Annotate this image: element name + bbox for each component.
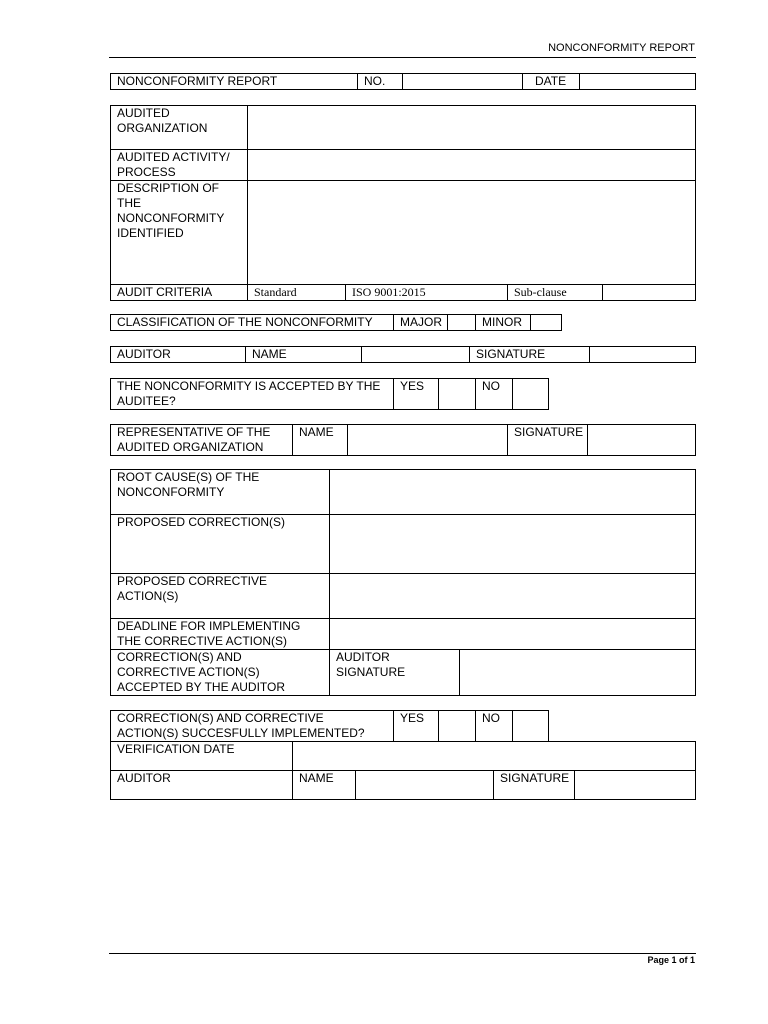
- implementation-yes-checkbox[interactable]: [439, 711, 476, 742]
- verification-signature-field[interactable]: [575, 771, 696, 800]
- proposed-corrective-action-field[interactable]: [330, 574, 696, 619]
- auditor-signature-field-2[interactable]: [460, 650, 696, 696]
- auditor-label: AUDITOR: [111, 347, 246, 363]
- major-checkbox[interactable]: [448, 315, 476, 331]
- verification-date-field[interactable]: [293, 742, 696, 771]
- representative-signature-field[interactable]: [588, 425, 696, 456]
- header-rule: [109, 57, 696, 58]
- audited-organization-field[interactable]: [248, 106, 696, 150]
- proposed-corrective-action-label: PROPOSED CORRECTIVE ACTION(S): [111, 574, 330, 619]
- representative-name-field[interactable]: [348, 425, 508, 456]
- date-field[interactable]: [580, 74, 696, 90]
- audit-info-table: [110, 105, 696, 301]
- report-header-table: [110, 73, 696, 90]
- audited-activity-field[interactable]: [248, 150, 696, 181]
- header-title: NONCONFORMITY REPORT: [548, 42, 695, 54]
- implementation-yes-label: YES: [394, 711, 439, 742]
- auditor-table: [110, 346, 696, 363]
- no-field[interactable]: [403, 74, 523, 90]
- verification-name-label: NAME: [293, 771, 356, 800]
- no-label: NO.: [358, 74, 403, 90]
- verification-signature-label: SIGNATURE: [494, 771, 575, 800]
- auditor-name-field[interactable]: [362, 347, 470, 363]
- classification-label: CLASSIFICATION OF THE NONCONFORMITY: [111, 315, 394, 331]
- major-label: MAJOR: [394, 315, 448, 331]
- audit-criteria-label: AUDIT CRITERIA: [111, 285, 248, 301]
- accepted-by-auditor-label: CORRECTION(S) AND CORRECTIVE ACTION(S) ACCEPTED BY THE AUDITOR: [111, 650, 330, 696]
- acceptance-yes-checkbox[interactable]: [439, 379, 476, 410]
- classification-table: [110, 314, 562, 331]
- root-cause-field[interactable]: [330, 470, 696, 515]
- verification-date-label: VERIFICATION DATE: [111, 742, 293, 771]
- audited-activity-label: AUDITED ACTIVITY/ PROCESS: [111, 150, 248, 181]
- acceptance-table: [110, 378, 549, 410]
- deadline-field[interactable]: [330, 619, 696, 650]
- date-label: DATE: [523, 74, 580, 90]
- auditor-signature-label: SIGNATURE: [470, 347, 590, 363]
- proposed-correction-label: PROPOSED CORRECTION(S): [111, 515, 330, 574]
- acceptance-label: THE NONCONFORMITY IS ACCEPTED BY THE AUDITEE?: [111, 379, 394, 410]
- representative-signature-label: SIGNATURE: [508, 425, 588, 456]
- implementation-no-checkbox[interactable]: [513, 711, 549, 742]
- acceptance-no-checkbox[interactable]: [513, 379, 549, 410]
- description-label: DESCRIPTION OF THE NONCONFORMITY IDENTIFIED: [111, 181, 248, 285]
- root-cause-label: ROOT CAUSE(S) OF THE NONCONFORMITY: [111, 470, 330, 515]
- report-title-cell: NONCONFORMITY REPORT: [111, 74, 358, 90]
- audited-organization-label: AUDITED ORGANIZATION: [111, 106, 248, 150]
- auditor-signature-field[interactable]: [590, 347, 696, 363]
- standard-value: ISO 9001:2015: [346, 285, 508, 301]
- corrective-actions-table: [110, 469, 696, 696]
- verification-table: [110, 741, 696, 800]
- deadline-label: DEADLINE FOR IMPLEMENTING THE CORRECTIVE ACTION(S): [111, 619, 330, 650]
- footer-rule: [109, 953, 696, 954]
- standard-label: Standard: [248, 285, 346, 301]
- subclause-label: Sub-clause: [508, 285, 603, 301]
- acceptance-yes-label: YES: [394, 379, 439, 410]
- auditor-name-label: NAME: [246, 347, 362, 363]
- description-field[interactable]: [248, 181, 696, 285]
- representative-table: [110, 424, 696, 456]
- acceptance-no-label: NO: [476, 379, 513, 410]
- subclause-field[interactable]: [603, 285, 696, 301]
- verification-name-field[interactable]: [356, 771, 494, 800]
- auditor-signature-label-2: AUDITOR SIGNATURE: [330, 650, 460, 696]
- verification-auditor-label: AUDITOR: [111, 771, 293, 800]
- proposed-correction-field[interactable]: [330, 515, 696, 574]
- implementation-table: [110, 710, 549, 742]
- implementation-no-label: NO: [476, 711, 513, 742]
- page-number: Page 1 of 1: [647, 955, 695, 965]
- representative-label: REPRESENTATIVE OF THE AUDITED ORGANIZATION: [111, 425, 293, 456]
- representative-name-label: NAME: [293, 425, 348, 456]
- minor-checkbox[interactable]: [531, 315, 562, 331]
- implementation-label: CORRECTION(S) AND CORRECTIVE ACTION(S) SUCCESFULLY IMPLEMENTED?: [111, 711, 394, 742]
- minor-label: MINOR: [476, 315, 531, 331]
